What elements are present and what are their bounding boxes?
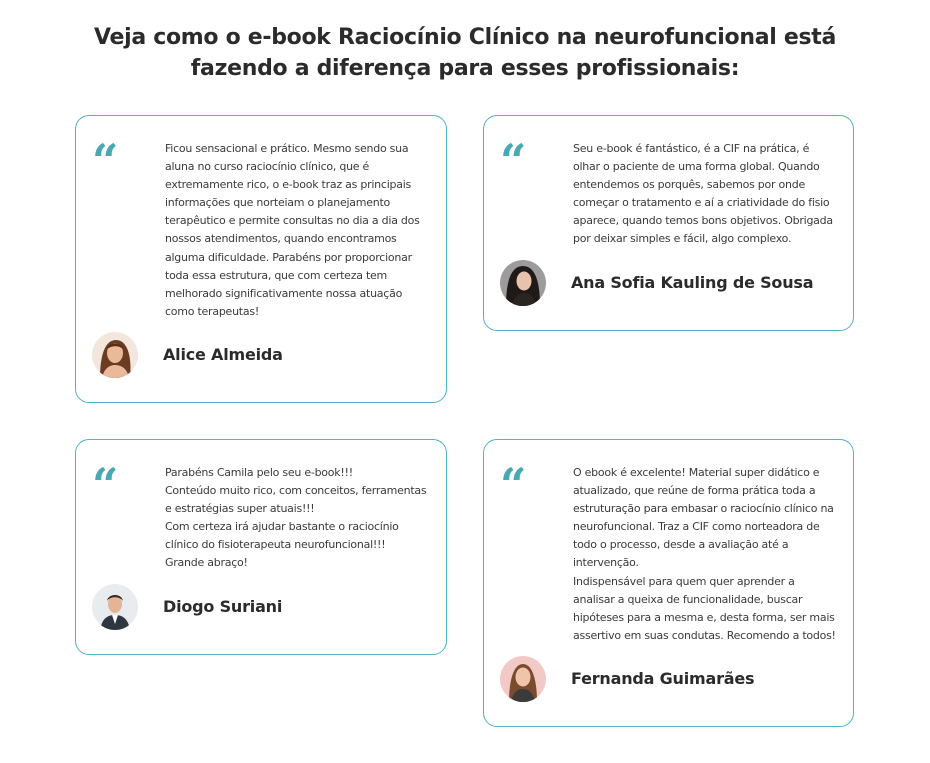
testimonial-line: como terapeutas! [165, 304, 259, 318]
testimonial-line: alguma dificuldade. Parabéns por proporcionar [165, 250, 412, 264]
avatar-photo-icon [92, 584, 138, 630]
testimonial-line: Com certeza irá ajudar bastante o raciocínio [165, 520, 399, 534]
testimonial-line: Grande abraço! [165, 556, 248, 570]
testimonial-text [573, 464, 835, 645]
quote-icon: “ [92, 458, 119, 512]
testimonial-text [165, 464, 427, 573]
testimonial-line: Indispensável para quem quer aprender a [573, 574, 795, 588]
testimonial-line: entendemos os porquês, sabemos por onde [573, 178, 805, 192]
testimonial-line: estruturação para embasar o raciocínio clínico na [573, 502, 834, 516]
testimonial-line: assertivo em suas condutas. Recomendo a todos! [573, 628, 836, 642]
testimonial-line: terapêutico e permite consultas no dia a dia dos [165, 214, 420, 228]
testimonial-line: O ebook é excelente! Material super didático e [573, 466, 820, 479]
quote-icon: “ [92, 134, 119, 188]
testimonial-line: por deixar simples e fácil, algo complexo. [573, 232, 792, 246]
avatar [92, 584, 138, 630]
headline-line-2: fazendo a diferença para esses profissionais: [190, 56, 740, 81]
testimonial-line: começar o tratamento e aí a criatividade do fisio [573, 196, 830, 210]
avatar [500, 260, 546, 306]
testimonial-line: todo o processo, desde a avaliação até a [573, 538, 789, 552]
testimonial-line: melhorado significativamente nossa atuação [165, 286, 403, 300]
testimonial-line: Conteúdo muito rico, com conceitos, ferramentas [165, 484, 427, 498]
testimonial-line: Seu e-book é fantástico, é a CIF na prática, é [573, 142, 810, 155]
author-name: Fernanda Guimarães [571, 669, 755, 688]
testimonial-card-ana [483, 115, 854, 331]
testimonial-line: toda essa estrutura, que com certeza tem [165, 268, 388, 282]
testimonial-line: informações que norteiam o planejamento [165, 196, 391, 210]
author-name: Alice Almeida [163, 345, 283, 364]
testimonial-line: Parabéns Camila pelo seu e-book!!! [165, 466, 353, 479]
testimonial-card-fernanda [483, 439, 854, 727]
testimonial-text [573, 140, 835, 249]
testimonial-line: nossos atendimentos, quando encontramos [165, 232, 397, 246]
testimonial-line: Ficou sensacional e prático. Mesmo sendo sua [165, 142, 409, 155]
testimonial-line: hipóteses para a mesma e, desta forma, ser mais [573, 610, 835, 624]
testimonial-line: atualizado, que reúne de forma prática toda a [573, 484, 816, 498]
testimonial-line: intervenção. [573, 556, 639, 570]
avatar-photo-icon [500, 656, 546, 702]
quote-icon: “ [500, 458, 527, 512]
avatar-photo-icon [92, 332, 138, 378]
testimonial-text [165, 140, 427, 321]
testimonial-card-alice [75, 115, 447, 403]
testimonial-card-diogo [75, 439, 447, 655]
author-name: Diogo Suriani [163, 597, 283, 616]
avatar [92, 332, 138, 378]
testimonial-line: aluna no curso raciocínio clínico, que é [165, 160, 370, 174]
avatar [500, 656, 546, 702]
testimonial-line: olhar o paciente de uma forma global. Quando [573, 160, 820, 174]
headline-line-1: Veja como o e-book Raciocínio Clínico na neurofuncional está [93, 25, 837, 50]
testimonial-line: extremamente rico, o e-book traz as principais [165, 178, 412, 192]
testimonial-line: clínico do fisioterapeuta neurofuncional!!! [165, 538, 386, 552]
page-headline [0, 22, 930, 84]
testimonial-line: aparece, quando temos bons objetivos. Obrigada [573, 214, 833, 228]
testimonial-line: neurofuncional. Traz a CIF como norteadora de [573, 520, 820, 534]
quote-icon: “ [500, 134, 527, 188]
testimonial-line: analisar a queixa de funcionalidade, buscar [573, 592, 803, 606]
testimonial-line: e estratégias super atuais!!! [165, 502, 315, 516]
author-name: Ana Sofia Kauling de Sousa [571, 273, 814, 292]
avatar-photo-icon [500, 260, 546, 306]
